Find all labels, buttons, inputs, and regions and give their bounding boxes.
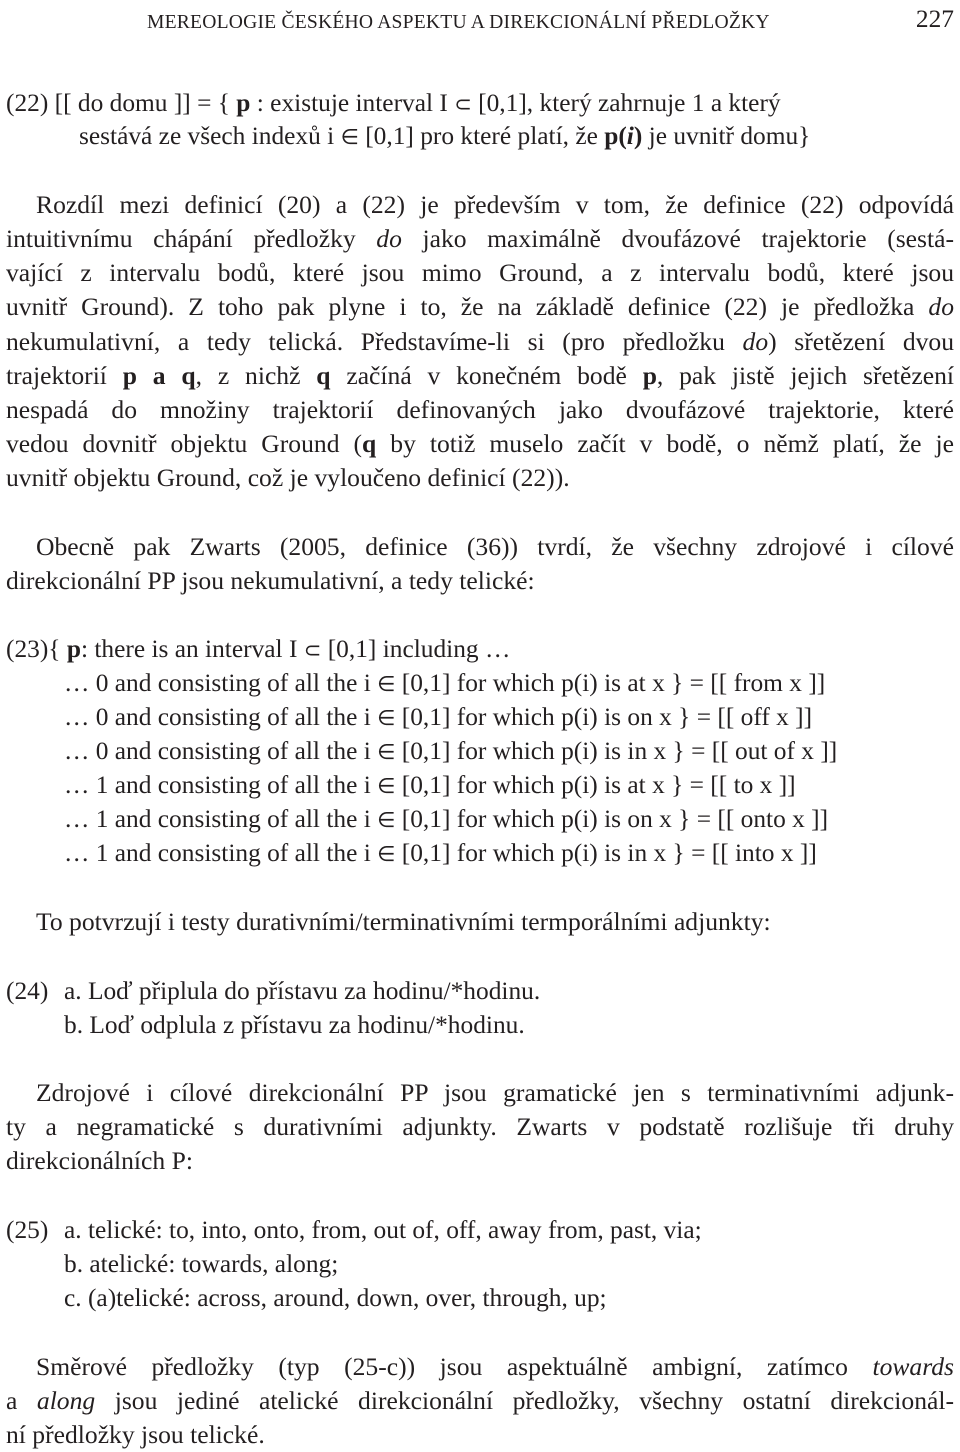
example-24-b: b. Loď odplula z přístavu za hodinu/*hodinu. xyxy=(64,1011,525,1039)
example-25-a: a. telické: to, into, onto, from, out of, off, away from, past, via; xyxy=(64,1216,702,1244)
paragraph-1-line-7: nespadá do množiny trajektorií definovaných jako dvoufázové trajektorie, které xyxy=(6,395,954,424)
paragraph-3: To potvrzují i testy durativními/terminativními termporálními adjunkty: xyxy=(36,907,771,936)
example-23-row: … 1 and consisting of all the i ∈ [0,1] for which p(i) is in x } = [[ into x ]] xyxy=(64,839,817,867)
example-23-row: … 0 and consisting of all the i ∈ [0,1] for which p(i) is on x } = [[ off x ]] xyxy=(64,703,813,731)
example-24-number: (24) xyxy=(6,977,49,1005)
example-23-row: … 1 and consisting of all the i ∈ [0,1] for which p(i) is at x } = [[ to x ]] xyxy=(64,771,796,799)
subset-symbol: ⊂ xyxy=(303,638,322,662)
paragraph-4-line-2: ty a negramatické s durativními adjunkty. Zwarts v podstatě rozlišuje tři druhy xyxy=(6,1112,954,1141)
paragraph-5-line-2: a along jsou jediné atelické direkcionální předložky, všechny ostatní direkcionál- xyxy=(6,1386,954,1415)
example-25-b: b. atelické: towards, along; xyxy=(64,1250,339,1278)
element-symbol: ∈ xyxy=(377,774,396,798)
page-number: 227 xyxy=(915,5,954,33)
paragraph-1-line-5: nekumulativní, a tedy telická. Představíme-li si (pro předložku do) sřetězení dvou xyxy=(6,327,955,356)
example-22-line-2: sestává ze všech indexů i ∈ [0,1] pro které platí, že p(i) je uvnitř domu} xyxy=(79,122,811,150)
example-23-row: … 0 and consisting of all the i ∈ [0,1] for which p(i) is at x } = [[ from x ]] xyxy=(64,669,826,697)
paragraph-1-line-4: uvnitř Ground). Z toho pak plyne i to, že na základě definice (22) je předložka do xyxy=(6,292,954,321)
paragraph-4-line-3: direkcionálních P: xyxy=(6,1146,193,1175)
subset-symbol: ⊂ xyxy=(454,92,472,116)
element-symbol: ∈ xyxy=(377,706,396,730)
element-symbol: ∈ xyxy=(340,125,359,149)
paragraph-5-line-1: Směrové předložky (typ (25-c)) jsou aspektuálně ambigní, zatímco towards xyxy=(36,1352,954,1381)
paragraph-4-line-1: Zdrojové i cílové direkcionální PP jsou gramatické jen s terminativními adjunk- xyxy=(36,1078,954,1107)
example-22-line-1: (22) [[ do domu ]] = { p : existuje interval I ⊂ [0,1], který zahrnuje 1 a který xyxy=(6,89,781,117)
example-24-a: a. Loď připlula do přístavu za hodinu/*hodinu. xyxy=(64,977,541,1005)
element-symbol: ∈ xyxy=(377,740,396,764)
example-23-row: … 1 and consisting of all the i ∈ [0,1] for which p(i) is on x } = [[ onto x ]] xyxy=(64,805,829,833)
example-25-number: (25) xyxy=(6,1216,49,1244)
paragraph-1-line-2: intuitivnímu chápání předložky do jako maximálně dvoufázové trajektorie (sestá- xyxy=(6,224,954,253)
paragraph-2-line-2: direkcionální PP jsou nekumulativní, a tedy telické: xyxy=(6,566,535,595)
example-25-c: c. (a)telické: across, around, down, over, through, up; xyxy=(64,1284,607,1312)
paragraph-1-line-8: vedou dovnitř objektu Ground (q by totiž muselo začít v bodě, o němž platí, že je xyxy=(6,429,954,458)
paragraph-5-line-3: ní předložky jsou telické. xyxy=(6,1420,265,1449)
element-symbol: ∈ xyxy=(377,808,396,832)
paragraph-1-line-9: uvnitř objektu Ground, což je vyloučeno definicí (22)). xyxy=(6,463,570,492)
example-23-head: (23){ p: there is an interval I ⊂ [0,1] including … xyxy=(6,635,511,663)
example-23-row: … 0 and consisting of all the i ∈ [0,1] for which p(i) is in x } = [[ out of x ]] xyxy=(64,737,838,765)
paragraph-2-line-1: Obecně pak Zwarts (2005, definice (36)) tvrdí, že všechny zdrojové i cílové xyxy=(36,532,954,561)
element-symbol: ∈ xyxy=(377,672,396,696)
running-title: MEREOLOGIE ČESKÉHO ASPEKTU A DIREKCIONÁLNÍ PŘEDLOŽKY xyxy=(147,12,770,33)
paragraph-1-line-1: Rozdíl mezi definicí (20) a (22) je především v tom, že definice (22) odpovídá xyxy=(36,190,954,219)
paragraph-1-line-6: trajektorií p a q, z nichž q začíná v konečném bodě p, pak jistě jejich sřetězení xyxy=(6,361,954,390)
paragraph-1-line-3: vající z intervalu bodů, které jsou mimo Ground, a z intervalu bodů, které jsou xyxy=(6,258,954,287)
element-symbol: ∈ xyxy=(377,842,396,866)
